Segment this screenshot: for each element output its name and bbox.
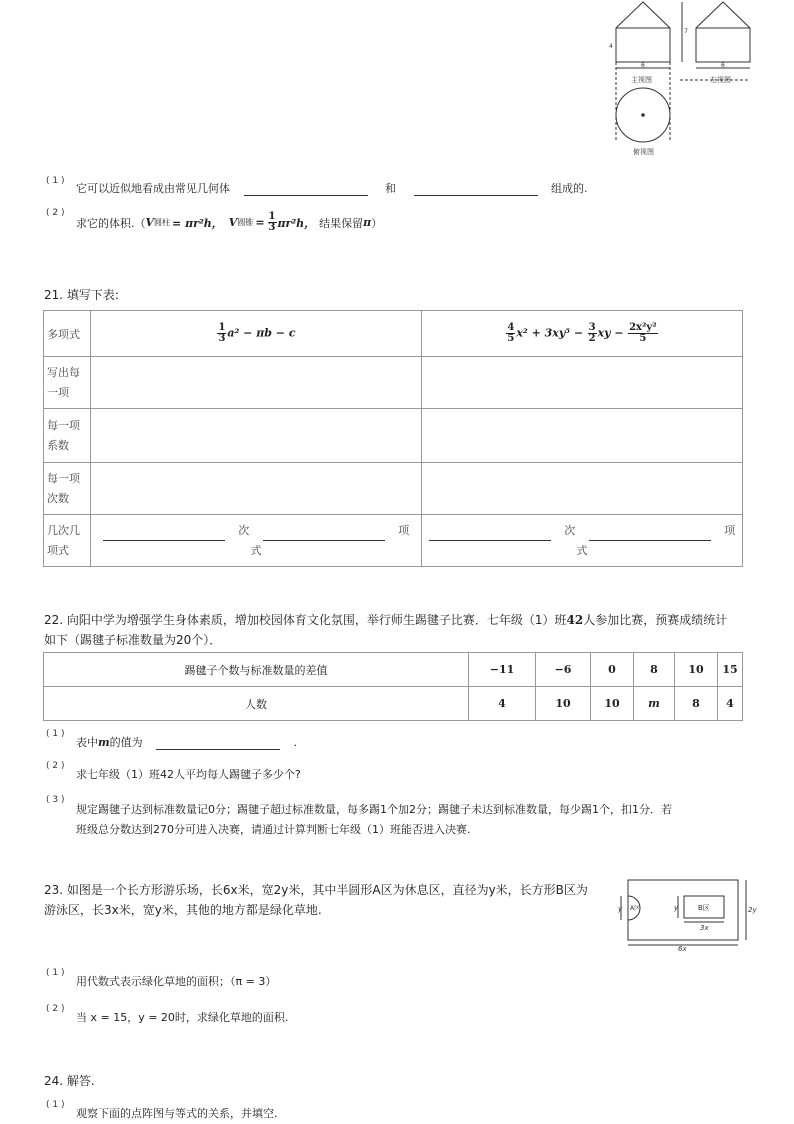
answer-blank[interactable] — [244, 183, 368, 196]
count-header: 人数 — [44, 687, 469, 721]
polynomial-2: $\frac{4}{5}$ x² + 3xy⁵ − $\frac{3}{2}$ xy − $\frac{\text{2x²y²}}{5}$ — [422, 311, 743, 357]
fig-y-left: y — [618, 905, 623, 913]
q22-title: 22. 向阳中学为增强学生身体素质，增加校园体育文化氛围，举行师生踢毽子比赛．七年级（1）班42人参加比赛，预赛成绩统计 如下（踢毽子标准数量为20个）． — [44, 613, 728, 647]
polynomial-1: $\frac{1}{3}$ a² − πb − c — [91, 311, 422, 357]
answer-cell[interactable] — [422, 463, 743, 515]
answer-cell[interactable] — [91, 409, 422, 463]
diff-value: 15 — [718, 653, 743, 687]
q22-part3-number: ( 3 ) — [46, 795, 65, 805]
answer-blank[interactable] — [429, 528, 551, 541]
q23-part1-number: ( 1 ) — [46, 968, 65, 978]
q20-part2-number: ( 2 ) — [46, 208, 65, 218]
dim-6-left: 6 — [721, 62, 725, 69]
left-view-label: 左视图 — [710, 76, 731, 84]
answer-cell[interactable] — [91, 357, 422, 409]
dim-6-front: 6 — [641, 62, 645, 69]
fig-y-inner: y — [674, 904, 679, 912]
count-value: 8 — [675, 687, 718, 721]
diff-value: 10 — [675, 653, 718, 687]
q24-title: 24. 解答. — [44, 1074, 95, 1088]
q23-title: 23. 如图是一个长方形游乐场，长6x米，宽2y米，其中半圆形A区为休息区，直径为y米，长方形B区为 游泳区，长3x米，宽y米，其他的地方都是绿化草地. — [44, 883, 588, 917]
fig-2y: 2y — [748, 906, 757, 914]
fraction-one-third: $\frac{1}{3}$ — [268, 211, 276, 233]
row-label: 多项式 — [44, 311, 91, 357]
front-view-label: 主视图 — [631, 76, 652, 84]
q22-part1-number: ( 1 ) — [46, 729, 65, 739]
q24-part1-number: ( 1 ) — [46, 1100, 65, 1110]
fig-3x: 3x — [700, 924, 709, 932]
answer-cell[interactable] — [91, 463, 422, 515]
answer-blank[interactable] — [589, 528, 711, 541]
q23-part2-number: ( 2 ) — [46, 1004, 65, 1014]
fig-b-zone: B区 — [698, 904, 710, 912]
q22-table — [43, 652, 743, 721]
q20-part1-number: ( 1 ) — [46, 176, 65, 186]
q24-part1: 观察下面的点阵图与等式的关系，并填空. — [76, 1107, 278, 1120]
row-label: 每一项 系数 — [44, 409, 91, 463]
diff-header: 踢毽子个数与标准数量的差值 — [44, 653, 469, 687]
q22-part3: 规定踢毽子达到标准数量记0分；踢毽子超过标准数量，每多踢1个加2分；踢毽子未达到标准数量，每少踢1个，扣1分．若 班级总分数达到270分可进入决赛，请通过计算判断七年级（1）班能否进入决赛. — [76, 803, 672, 836]
top-view-label: 俯视图 — [633, 148, 654, 156]
dim-4: 4 — [609, 43, 613, 50]
fig-a-zone: A区 — [630, 905, 641, 912]
answer-blank[interactable] — [263, 528, 385, 541]
row-label: 几次几 项式 — [44, 515, 91, 567]
diff-value: 0 — [591, 653, 634, 687]
q20-part2: 求它的体积.（ V 圆柱 = πr²h， V 圆锥 = $\frac{1}{3}$ πr²h， 结果保留 π ） — [76, 211, 383, 233]
count-value: m — [634, 687, 675, 721]
q23-part1: 用代数式表示绿化草地的面积；（π = 3） — [76, 975, 277, 988]
fig-6x: 6x — [678, 945, 687, 952]
answer-blank[interactable] — [103, 528, 225, 541]
answer-blank[interactable] — [414, 183, 538, 196]
count-value: 10 — [536, 687, 591, 721]
q22-part1: 表中m的值为 . — [76, 736, 298, 749]
count-value: 4 — [718, 687, 743, 721]
dim-7: 7 — [684, 28, 688, 35]
count-value: 4 — [469, 687, 536, 721]
q23-part2: 当 x = 15，y = 20时，求绿化草地的面积. — [76, 1011, 289, 1024]
degree-term-cell: 次 项 式 — [91, 515, 422, 567]
diff-value: 8 — [634, 653, 675, 687]
q21-table — [43, 310, 743, 567]
answer-cell[interactable] — [422, 357, 743, 409]
row-label: 每一项 次数 — [44, 463, 91, 515]
answer-cell[interactable] — [422, 409, 743, 463]
playground-figure — [618, 876, 758, 952]
degree-term-cell: 次 项 式 — [422, 515, 743, 567]
q21-title: 21. 填写下表: — [44, 288, 119, 302]
three-views-figure — [600, 0, 760, 160]
row-label: 写出每 一项 — [44, 357, 91, 409]
answer-blank[interactable] — [156, 737, 280, 750]
q20-part1: 它可以近似地看成由常见几何体 和 组成的. — [76, 182, 588, 195]
q22-part2: 求七年级（1）班42人平均每人踢毽子多少个? — [76, 768, 301, 781]
diff-value: −11 — [469, 653, 536, 687]
diff-value: −6 — [536, 653, 591, 687]
count-value: 10 — [591, 687, 634, 721]
q22-part2-number: ( 2 ) — [46, 761, 65, 771]
